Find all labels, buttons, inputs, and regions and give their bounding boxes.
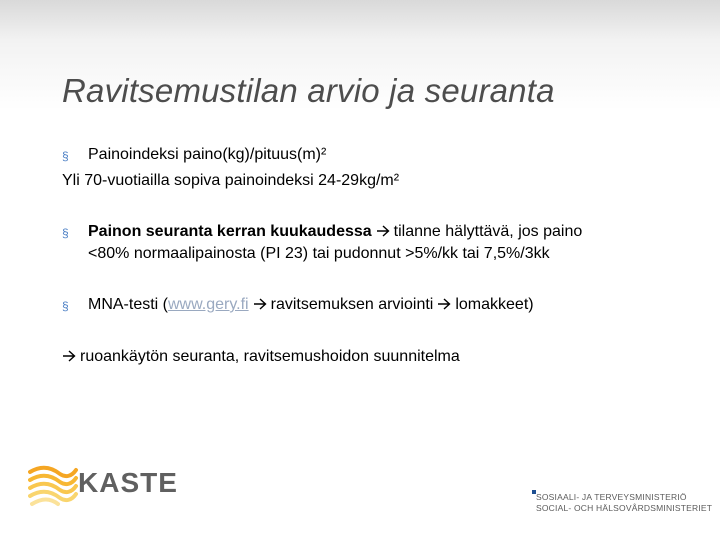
bullet-marker: §: [62, 149, 69, 163]
gery-link[interactable]: www.gery.fi: [168, 296, 249, 313]
weight-monitoring-rest: tilanne hälyttävä, jos paino: [393, 223, 583, 240]
food-monitoring-line: [62, 346, 460, 367]
ministry-name-sv: SOCIAL- OCH HÄLSOVÅRDSMINISTERIET: [536, 503, 713, 513]
arrow-right-icon: [437, 298, 451, 310]
kaste-logo-text: KASTE: [78, 467, 178, 498]
food-monitoring-text: ruoankäytön seuranta, ravitsemushoidon suunnitelma: [80, 348, 460, 365]
weight-monitoring-bold: Painon seuranta kerran kuukaudessa: [88, 223, 372, 240]
bullet-marker: §: [62, 299, 69, 313]
bmi-note: Yli 70-vuotiailla sopiva painoindeksi 24-29kg/m²: [62, 172, 400, 189]
bullet-weight-monitoring: [88, 221, 582, 242]
bullet-bmi: Painoindeksi paino(kg)/pituus(m)²: [88, 146, 327, 163]
arrow-right-icon: [62, 350, 76, 362]
bullet-mna-test: [88, 294, 534, 315]
mna-end: lomakkeet): [455, 296, 534, 313]
slide-title: Ravitsemustilan arvio ja seuranta: [62, 72, 555, 109]
arrow-right-icon: [253, 298, 267, 310]
mna-start: MNA-testi (: [88, 296, 168, 313]
ministry-logo: [536, 492, 712, 514]
arrow-right-icon: [376, 225, 390, 237]
mna-middle: ravitsemuksen arviointi: [270, 296, 434, 313]
ministry-name-fi: SOSIAALI- JA TERVEYSMINISTERIÖ: [536, 492, 687, 502]
bullet-marker: §: [62, 226, 69, 240]
weight-monitoring-line2: <80% normaalipainosta (PI 23) tai pudonnut >5%/kk tai 7,5%/3kk: [88, 245, 550, 262]
